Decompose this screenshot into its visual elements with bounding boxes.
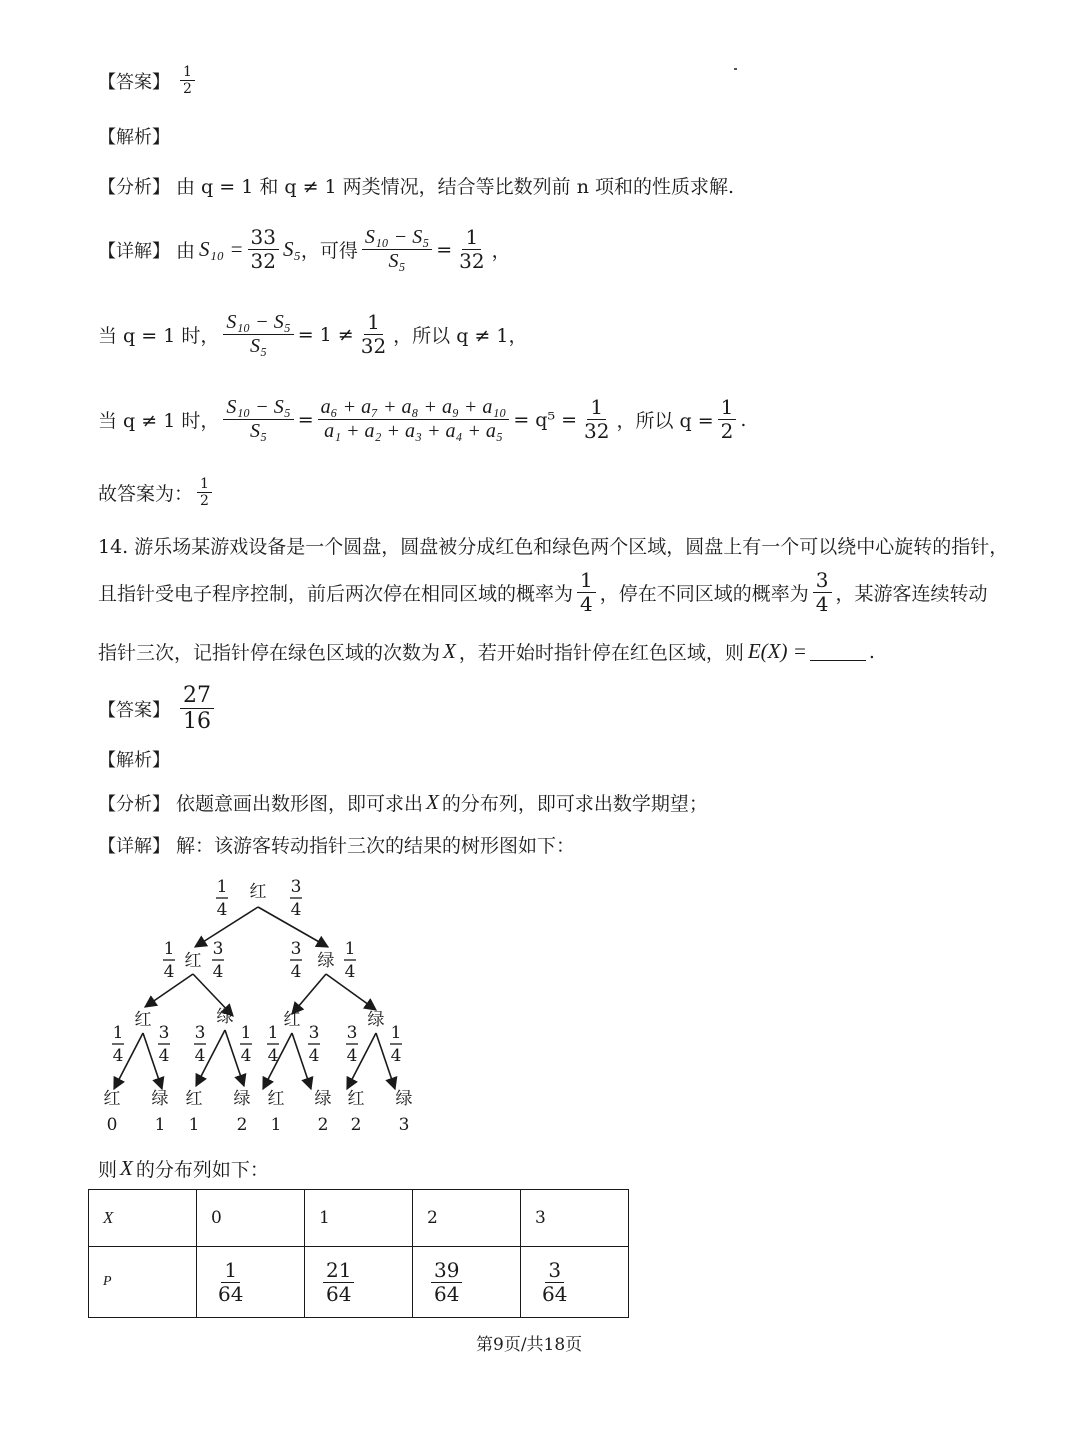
text: ，所以 q = [616,410,714,432]
text: 当 q ≠ 1 时， [98,410,220,432]
table-row-p [89,1247,629,1318]
xiangjie-tag: 【详解】 [98,240,170,262]
q13-analysis-line [98,123,176,149]
probability-denominator: 4 [346,1046,358,1066]
leaf-count: 2 [317,1115,329,1135]
q13-final-line [98,476,216,509]
leaf-count: 3 [398,1115,410,1135]
probability-numerator: 3 [346,1023,358,1043]
probability-numerator: 1 [112,1023,124,1043]
math: = [297,408,314,431]
x-value-cell: 1 [305,1190,413,1247]
probability-numerator: 1 [240,1023,252,1043]
q14-line2 [98,569,988,616]
text: 当 q = 1 时， [98,325,220,347]
leaf-red: 红 [103,1089,121,1109]
q14-fenxi-line [98,789,708,816]
leaf-count: 1 [270,1115,282,1135]
text: 则 [98,1159,118,1181]
leaf-green: 绿 [395,1089,413,1109]
q14-line1 [98,532,1008,559]
probability-numerator: 3 [212,939,224,959]
fraction: $\frac{\text{S₁₀ − S₅}}{\text{S₅}}$ [223,311,293,358]
probability-denominator: 4 [390,1046,402,1066]
leaf-count: 2 [350,1115,362,1135]
q13-fenxi-line [98,172,734,199]
text: 解：该游客转动指针三次的结果的树形图如下： [176,835,576,857]
fraction: $\frac{1}{32}$ [360,310,387,358]
q14-xiangjie-line [98,831,575,858]
probability-numerator: 3 [308,1023,320,1043]
probability-numerator: 3 [290,939,302,959]
p-header-cell: P [89,1247,197,1318]
leaf-red: 红 [185,1089,203,1109]
fenxi-text: 由 q = 1 和 q ≠ 1 两类情况，结合等比数列前 n 项和的性质求解. [176,176,735,198]
fraction: $\frac{3}{64}$ [542,1257,568,1306]
probability-numerator: 1 [344,939,356,959]
probability-denominator: 4 [290,962,302,982]
leaf-green: 绿 [233,1089,251,1109]
speck [734,68,737,70]
q14-answer-line [98,683,218,735]
probability-numerator: 1 [390,1023,402,1043]
distribution-table [88,1189,629,1318]
math: S₅ [283,237,301,261]
analysis-tag: 【解析】 [98,750,170,771]
probability-denominator: 4 [344,962,356,982]
math: E(X) = [747,639,807,663]
text: 的分布列，即可求出数学期望； [441,793,708,815]
fraction: $\frac{33}{32}$ [248,226,279,273]
math: = q⁵ = [513,408,578,431]
node-red: 红 [134,1010,152,1030]
text: ， [491,240,511,262]
probability-denominator: 4 [158,1046,170,1066]
text: 依题意画出数形图，即可求出 [176,793,424,815]
xiangjie-tag: 【详解】 [98,835,170,857]
probability-numerator: 1 [163,939,175,959]
fraction: $\frac{1}{2}$ [197,476,212,509]
probability-denominator: 4 [212,962,224,982]
probability-numerator: 3 [194,1023,206,1043]
node-red: 红 [184,951,202,971]
text: ，所以 q ≠ 1， [393,325,528,347]
probability-denominator: 4 [308,1046,320,1066]
q14-line3 [98,638,875,665]
answer-fraction: $\frac{1}{2}$ [180,64,195,97]
analysis-tag: 【解析】 [98,127,170,148]
question-text: 指针三次，记指针停在绿色区域的次数为 [98,642,441,664]
question-text: 且指针受电子程序控制，前后两次停在相同区域的概率为 [98,583,574,605]
text: 由 [176,240,196,262]
p-value-cell [197,1247,305,1318]
fraction: $\frac{\text{a₆ + a₇ + a₈ + a₉ + a₁₀}}{\text{a₁ + a₂ + a₃ + a₄ + a₅}}$ [318,396,510,443]
question-text: ，停在不同区域的概率为 [599,583,809,605]
text: ，可得 [300,240,358,262]
x-value-cell: 0 [197,1190,305,1247]
math: X [120,1156,133,1180]
leaf-count: 1 [154,1115,166,1135]
math: S₁₀ = [199,237,244,261]
text: 故答案为： [98,483,194,506]
q13-case2-line [98,396,746,443]
probability-tree [88,870,428,1140]
node-red: 红 [283,1010,301,1030]
node-green: 绿 [317,951,335,971]
x-header-cell: X [89,1190,197,1247]
answer-tag: 【答案】 [98,699,170,721]
math: = 1 ≠ [297,323,354,346]
text: . [868,640,875,663]
answer-tag: 【答案】 [98,71,170,93]
answer-fraction: $\frac{27}{16}$ [180,683,214,735]
leaf-count: 1 [188,1115,200,1135]
probability-numerator: 1 [267,1023,279,1043]
p-value-cell [413,1247,521,1318]
fraction: $\frac{39}{64}$ [431,1259,462,1306]
q13-xiangjie-line [98,226,511,273]
table-row-x [89,1190,629,1247]
fenxi-tag: 【分析】 [98,176,170,198]
answer-blank [810,642,866,661]
text: . [740,408,747,431]
question-text: ，若开始时指针停在红色区域，则 [458,642,744,664]
leaf-count: 0 [106,1115,118,1135]
x-value-cell: 2 [413,1190,521,1247]
fraction: $\frac{\text{S₁₀ − S₅}}{\text{S₅}}$ [362,226,432,273]
fraction: $\frac{1}{64}$ [218,1257,244,1306]
page-number: 第9页/共18页 [476,1335,583,1355]
probability-denominator: 4 [194,1046,206,1066]
dist-intro-line [98,1155,269,1182]
math: X [443,639,456,663]
probability-denominator: 4 [216,900,228,920]
p-value-cell [521,1247,629,1318]
node-red: 红 [249,882,267,902]
node-green: 绿 [367,1010,385,1030]
fraction: $\frac{3}{4}$ [813,569,832,616]
leaf-red: 红 [347,1089,365,1109]
q14-analysis-line [98,746,176,772]
probability-numerator: 3 [158,1023,170,1043]
math: X [426,790,439,814]
fraction: $\frac{1}{2}$ [718,396,737,443]
node-green: 绿 [216,1007,234,1027]
math: = [436,238,453,261]
probability-denominator: 4 [267,1046,279,1066]
x-value-cell: 3 [521,1190,629,1247]
leaf-red: 红 [267,1089,285,1109]
leaf-count: 2 [236,1115,248,1135]
fraction: $\frac{1}{32}$ [459,225,485,273]
leaf-green: 绿 [151,1089,169,1109]
probability-denominator: 4 [240,1046,252,1066]
p-value-cell [305,1247,413,1318]
q13-answer-line [98,64,199,97]
probability-denominator: 4 [290,900,302,920]
probability-denominator: 4 [112,1046,124,1066]
fenxi-tag: 【分析】 [98,793,170,815]
text: 的分布列如下： [135,1159,269,1181]
probability-numerator: 3 [290,877,302,897]
probability-denominator: 4 [163,962,175,982]
fraction: $\frac{\text{S₁₀ − S₅}}{\text{S₅}}$ [223,396,293,443]
fraction: $\frac{21}{64}$ [323,1259,354,1306]
question-text: 14. 游乐场某游戏设备是一个圆盘，圆盘被分成红色和绿色两个区域，圆盘上有一个可以绕中心旋转的指针， [98,536,1009,558]
fraction: $\frac{1}{4}$ [577,569,596,616]
fraction: $\frac{1}{32}$ [584,395,610,443]
leaf-green: 绿 [314,1089,332,1109]
question-text: ，某游客连续转动 [835,583,988,605]
probability-numerator: 1 [216,877,228,897]
q13-case1-line [98,311,527,358]
